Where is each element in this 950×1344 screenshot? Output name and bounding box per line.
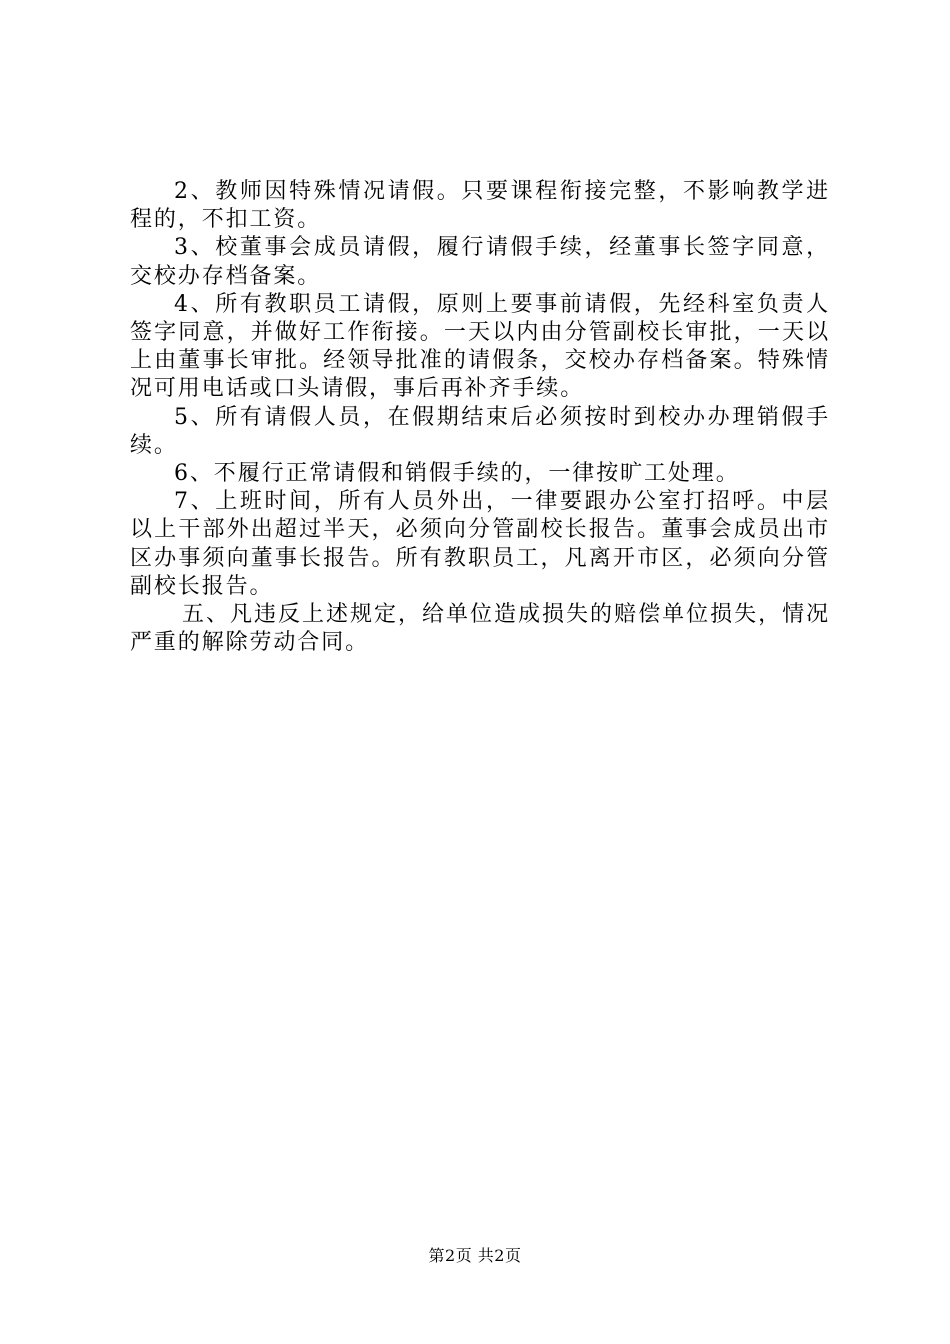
paragraph-item-2: 2、教师因特殊情况请假。只要课程衔接完整，不影响教学进程的，不扣工资。 — [130, 179, 830, 233]
paragraph-item-6: 6、不履行正常请假和销假手续的，一律按旷工处理。 — [174, 461, 740, 487]
paragraph-item-4: 4、所有教职员工请假，原则上要事前请假，先经科室负责人签字同意，并做好工作衔接。一天以内由分管副校长审批，一天以上由董事长审批。经领导批准的请假条，交校办存档备案。特殊情况可用电话或口头请假，事后再补齐手续。 — [130, 291, 830, 402]
paragraph-item-3: 3、校董事会成员请假，履行请假手续，经董事长签字同意，交校办存档备案。 — [130, 235, 830, 289]
page-footer — [0, 1243, 950, 1266]
paragraph-section-five: 五、凡违反上述规定，给单位造成损失的赔偿单位损失，情况严重的解除劳动合同。 — [130, 602, 830, 656]
paragraph-item-5: 5、所有请假人员，在假期结束后必须按时到校办办理销假手续。 — [130, 404, 830, 458]
paragraph-item-7: 7、上班时间，所有人员外出，一律要跟办公室打招呼。中层以上干部外出超过半天，必须向分管副校长报告。董事会成员出市区办事须向董事长报告。所有教职员工，凡离开市区，必须向分管副校长报告。 — [130, 489, 830, 599]
document-body — [130, 178, 830, 657]
page-number-label: 第2页 共2页 — [428, 1246, 522, 1265]
